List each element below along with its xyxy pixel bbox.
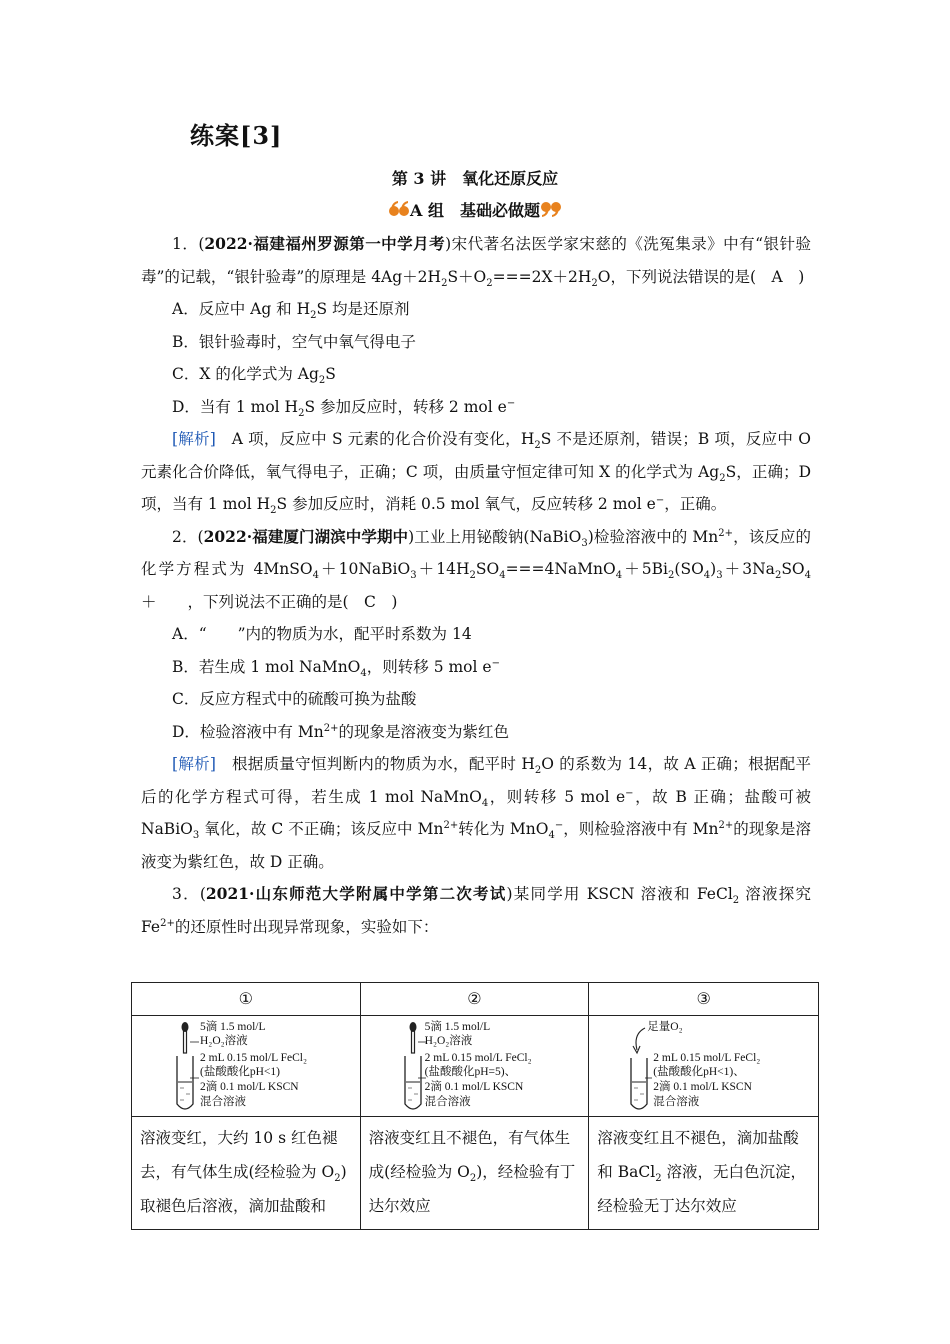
experiment-figure-1: 5滴 1.5 mol/L H₂O₂溶液 2 mL 0.15 mol/L FeCl₂ (盐酸酸化pH<1) 2滴 0.1 mol/L KSCN 混合溶液 (132, 1016, 361, 1117)
q2-option-a: A．“ ”内的物质为水，配平时系数为 14 (172, 625, 472, 643)
q3-source: 2021·山东师范大学附属中学第二次考试 (205, 884, 507, 903)
q1-analysis: [解析] A 项，反应中 S 元素的化合价没有变化，$H_2S$ 不是还原剂，错误；B 项，反应中 O 元素化合价降低，氧气得电子，正确；C 项，由质量守恒定律可知 X 的化学式为 $Ag_2S$，正确；D 项，当有 1 mol $H_2S$ 参加反应时，消耗 0.5 mol 氧气，反应转移 2 mol e−，正确。 (141, 430, 811, 517)
q1-option-d: D．当有 1 mol $H_2S$ 参加反应时，转移 2 mol e− (172, 397, 516, 419)
q1-option-b: B．银针验毒时，空气中氧气得电子 (172, 332, 416, 351)
experiment-figure-2: 5滴 1.5 mol/L H₂O₂溶液 2 mL 0.15 mol/L FeCl₂ (盐酸酸化pH=5)、 2滴 0.1 mol/L KSCN 混合溶液 (360, 1016, 589, 1117)
q1-option-a: A．反应中 Ag 和 $H_2S$ 均是还原剂 (172, 300, 410, 322)
result-cell-1: 溶液变红，大约 10 s 红色褪去，有气体生成(经检验为 $O_2$)取褪色后溶液，滴加盐酸和 (132, 1117, 361, 1230)
q2-source: 2022·福建厦门湖滨中学期中 (203, 526, 409, 546)
q2-option-b: B．若生成 1 mol NaMnO$_4$，则转移 5 mol e− (172, 657, 500, 679)
q2-option-d: D．检验溶液中有 $Mn^{2+}$的现象是溶液变为紫红色 (172, 722, 509, 741)
experiment-table (131, 982, 819, 1230)
table-header-1: ① (132, 983, 361, 1016)
lecture-heading: 第 3 讲 氧化还原反应 (391, 169, 559, 188)
experiment-figure-3: 足量O₂ 2 mL 0.15 mol/L FeCl₂ (盐酸酸化pH<1)、 2滴 0.1 mol/L KSCN 混合溶液 (589, 1016, 819, 1117)
q1-source: 2022·福建福州罗源第一中学月考 (204, 234, 446, 253)
q2-option-c: C．反应方程式中的硫酸可换为盐酸 (172, 690, 417, 708)
open-quote-icon (388, 200, 410, 218)
result-cell-2: 溶液变红且不褪色，有气体生成(经检验为 $O_2$)，经检验有丁达尔效应 (360, 1117, 589, 1230)
analysis-label: [解析] (172, 755, 216, 773)
exercise-title: 练案[3] (190, 121, 283, 150)
q3-stem: 3．(2021·山东师范大学附属中学第二次考试)某同学用 KSCN 溶液和 FeCl$_2$ 溶液探究 $Fe^{2+}$的还原性时出现异常现象，实验如下： (141, 884, 811, 936)
group-label: A 组 基础必做题 (410, 201, 540, 220)
q1-stem: 1．(2022·福建福州罗源第一中学月考)宋代著名法医学家宋慈的《洗冤集录》中有“银针验毒”的记载，“银针验毒”的原理是 $4Ag+2H_2S+O_2===2X+2H_2O$，下列说法错误的是( A ) (141, 234, 811, 289)
table-header-3: ③ (589, 983, 819, 1016)
analysis-label: [解析] (172, 430, 216, 448)
q2-analysis: [解析] 根据质量守恒判断内的物质为水，配平时 $H_2O$ 的系数为 14，故 A 正确；根据配平后的化学方程式可得，若生成 1 mol NaMnO$_4$，则转移 5 mol e−，故 B 正确；盐酸可被 NaBiO$_3$ 氧化，故 C 不正确；该反应中 $Mn^{2+}$转化为 MnO$_4$−，则检验溶液中有 $Mn^{2+}$的现象是溶液变为紫红色，故 D 正确。 (141, 755, 812, 871)
question-body (141, 228, 811, 943)
q2-stem: 2．(2022·福建厦门湖滨中学期中)工业上用铋酸钠(NaBiO$_3$)检验溶液中的 $Mn^{2+}$，该反应的化学方程式为 $4MnSO_4+10NaBiO_3+14H_2SO_4===4NaMnO_4+5Bi_2(SO_4)_3+3Na_2SO_4+$ ，下列说法不正确的是( C ) (141, 526, 812, 611)
table-header-2: ② (360, 983, 589, 1016)
group-heading (0, 198, 950, 221)
result-cell-3: 溶液变红且不褪色，滴加盐酸和 BaCl$_2$ 溶液，无白色沉淀，经检验无丁达尔效应 (589, 1117, 819, 1230)
close-quote-icon (540, 200, 562, 218)
q1-option-c: C．X 的化学式为 $Ag_2S$ (172, 365, 336, 387)
